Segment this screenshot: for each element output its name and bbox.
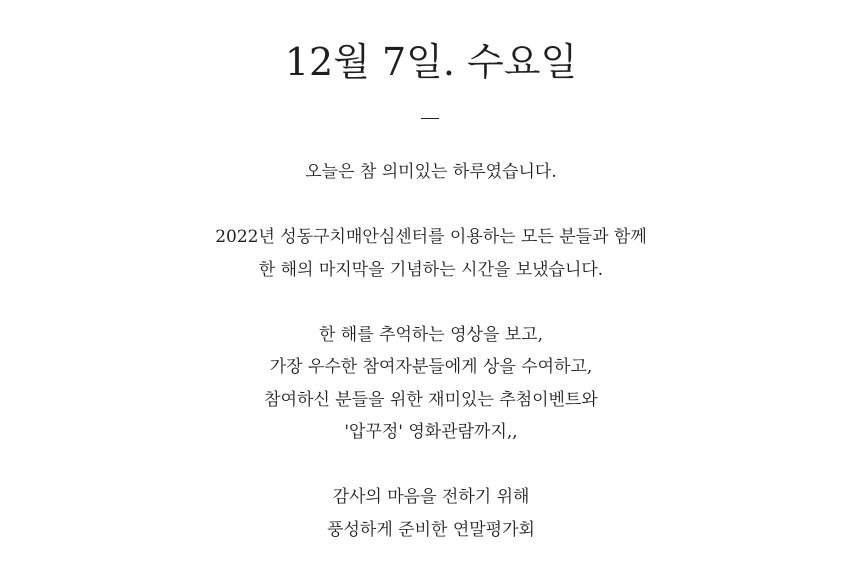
body-line: 풍성하게 준비한 연말평가회 (327, 519, 535, 540)
post-title: 12월 7일. 수요일 (284, 40, 578, 84)
body-line: 2022년 성동구치매안심센터를 이용하는 모든 분들과 함께 (215, 227, 647, 247)
paragraph-gap (0, 286, 862, 319)
body-line: 한 해의 마지막을 기념하는 시간을 보냈습니다. (258, 259, 604, 280)
body-line: 가장 우수한 참여자분들에게 상을 수여하고, (269, 357, 593, 377)
body-line: 오늘은 참 의미있는 하루였습니다. (305, 162, 557, 182)
body-line: 한 해를 추억하는 영상을 보고, (318, 324, 544, 345)
paragraph-gap (0, 189, 862, 222)
body-line: '압꾸정' 영화관람까지,, (344, 422, 518, 442)
body-line: 감사의 마음을 전하기 위해 (332, 487, 530, 507)
title-divider (421, 118, 439, 119)
body-line: 참여하신 분들을 위한 재미있는 추첨이벤트와 (264, 389, 598, 410)
paragraph-gap (0, 449, 862, 482)
post-body (0, 156, 862, 546)
